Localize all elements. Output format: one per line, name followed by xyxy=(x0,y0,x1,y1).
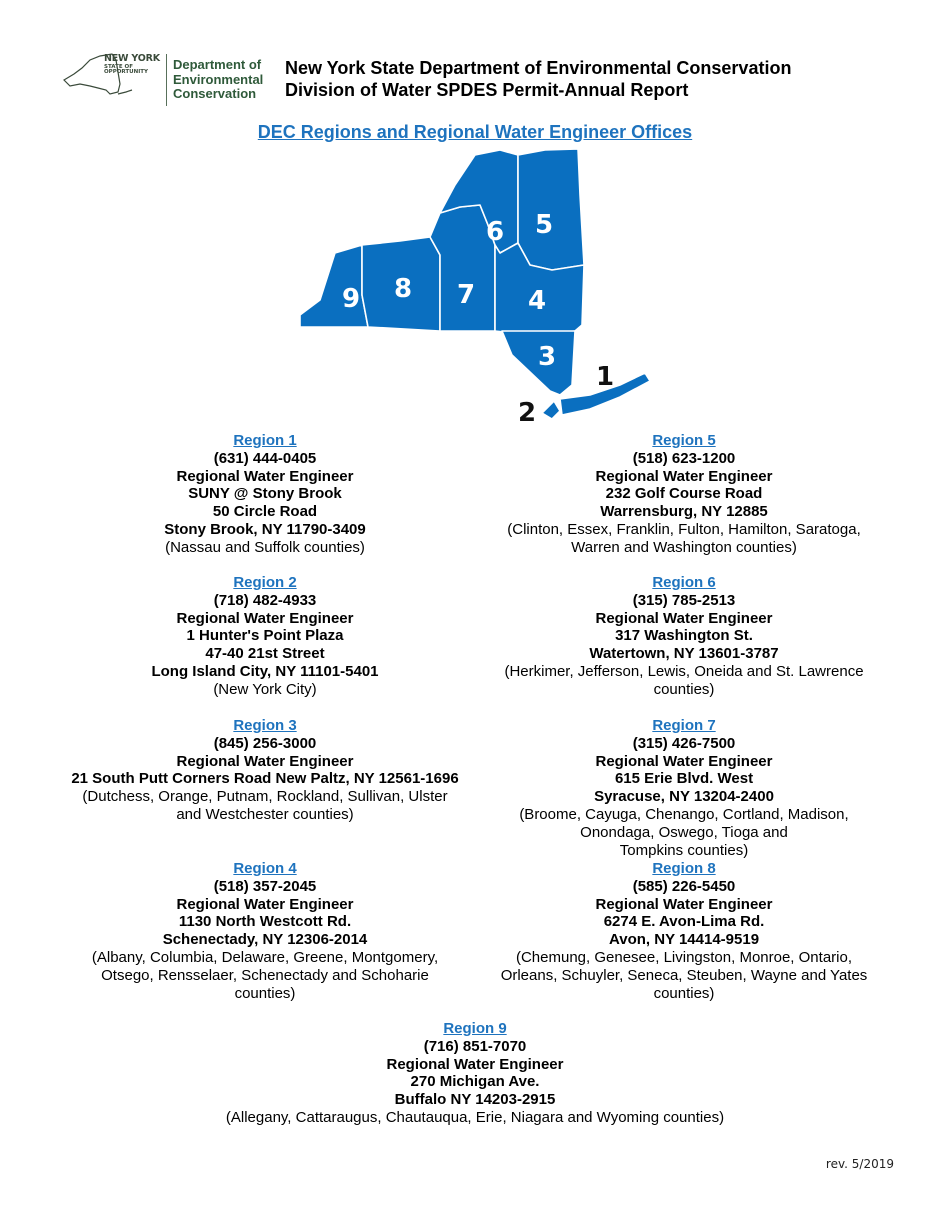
phone: (518) 357-2045 xyxy=(213,877,317,895)
counties: (Broome, Cayuga, Chenango, Cortland, Madison, xyxy=(519,805,849,823)
phone: (845) 256-3000 xyxy=(213,734,317,752)
counties: counties) xyxy=(653,680,715,698)
region-link[interactable]: Region 3 xyxy=(233,717,297,734)
engineer-title: Regional Water Engineer xyxy=(176,609,354,627)
map-region-2 xyxy=(542,401,560,419)
engineer-title: Regional Water Engineer xyxy=(386,1055,564,1073)
address-line: 1 Hunter's Point Plaza xyxy=(186,627,344,645)
address-line: Watertown, NY 13601-3787 xyxy=(589,645,779,663)
phone: (518) 623-1200 xyxy=(632,449,736,467)
region-4-block xyxy=(35,860,495,1002)
title-line-1: New York State Department of Environmental Conservation xyxy=(285,58,792,78)
address-line: Syracuse, NY 13204-2400 xyxy=(594,788,774,806)
phone: (631) 444-0405 xyxy=(213,449,317,467)
address-line: Long Island City, NY 11101-5401 xyxy=(151,662,379,680)
region-link[interactable]: Region 9 xyxy=(443,1020,507,1037)
address-line: 6274 E. Avon-Lima Rd. xyxy=(603,913,765,931)
region-link[interactable]: Region 7 xyxy=(652,717,716,734)
region-3-block xyxy=(35,717,495,824)
engineer-title: Regional Water Engineer xyxy=(176,895,354,913)
counties: (Herkimer, Jefferson, Lewis, Oneida and St. Lawrence xyxy=(504,662,864,680)
region-5-block xyxy=(470,432,898,557)
dec-logo xyxy=(60,50,270,110)
address-line: Buffalo NY 14203-2915 xyxy=(394,1091,556,1109)
counties: (Nassau and Suffolk counties) xyxy=(165,538,365,556)
phone: (315) 785-2513 xyxy=(632,591,736,609)
phone: (585) 226-5450 xyxy=(632,877,736,895)
region-6-block xyxy=(470,574,898,699)
engineer-title: Regional Water Engineer xyxy=(176,467,354,485)
address-line: 21 South Putt Corners Road New Paltz, NY 12561-1696 xyxy=(71,770,459,788)
engineer-title: Regional Water Engineer xyxy=(595,467,773,485)
counties: counties) xyxy=(234,984,296,1002)
address-line: 47-40 21st Street xyxy=(205,645,325,663)
phone: (716) 851-7070 xyxy=(423,1037,527,1055)
counties: Onondaga, Oswego, Tioga and xyxy=(580,823,788,841)
address-line: Stony Brook, NY 11790-3409 xyxy=(164,520,366,538)
counties: (New York City) xyxy=(213,680,317,698)
map-label-5: 5 xyxy=(535,210,554,240)
logo-divider xyxy=(166,54,167,106)
map-title-link[interactable]: DEC Regions and Regional Water Engineer Offices xyxy=(257,122,693,142)
map-label-9: 9 xyxy=(342,284,361,314)
region-link[interactable]: Region 1 xyxy=(233,432,297,449)
address-line: 1130 North Westcott Rd. xyxy=(178,913,352,931)
dept-wordmark: Department of Environmental Conservation xyxy=(173,57,264,101)
counties: counties) xyxy=(653,984,715,1002)
map-label-6: 6 xyxy=(486,217,505,247)
region-link[interactable]: Region 4 xyxy=(233,860,297,877)
map-label-8: 8 xyxy=(394,274,413,304)
engineer-title: Regional Water Engineer xyxy=(595,609,773,627)
map-label-4: 4 xyxy=(528,286,547,316)
phone: (718) 482-4933 xyxy=(213,591,317,609)
ny-dec-regions-map xyxy=(290,145,660,430)
address-line: SUNY @ Stony Brook xyxy=(188,485,342,503)
region-9-block xyxy=(0,1020,950,1127)
address-line: Avon, NY 14414-9519 xyxy=(608,931,760,949)
counties: (Dutchess, Orange, Putnam, Rockland, Sullivan, Ulster xyxy=(82,788,448,806)
engineer-title: Regional Water Engineer xyxy=(595,895,773,913)
ny-wordmark: NEW YORK STATE OF OPPORTUNITY xyxy=(104,53,160,75)
address-line: 270 Michigan Ave. xyxy=(410,1073,540,1091)
counties: (Chemung, Genesee, Livingston, Monroe, Ontario, xyxy=(515,948,852,966)
counties: (Allegany, Cattaraugus, Chautauqua, Erie, Niagara and Wyoming counties) xyxy=(225,1108,725,1126)
phone: (315) 426-7500 xyxy=(632,734,736,752)
map-label-1: 1 xyxy=(596,362,615,392)
engineer-title: Regional Water Engineer xyxy=(176,752,354,770)
title-line-2: Division of Water SPDES Permit-Annual Report xyxy=(285,80,689,100)
address-line: Warrensburg, NY 12885 xyxy=(600,503,768,521)
region-link[interactable]: Region 5 xyxy=(652,432,716,449)
region-8-block xyxy=(470,860,898,1002)
region-2-block xyxy=(35,574,495,699)
address-line: 615 Erie Blvd. West xyxy=(614,770,754,788)
counties: (Albany, Columbia, Delaware, Greene, Montgomery, xyxy=(91,948,439,966)
address-line: 232 Golf Course Road xyxy=(605,485,763,503)
region-1-block xyxy=(35,432,495,557)
map-label-7: 7 xyxy=(457,280,476,310)
region-link[interactable]: Region 8 xyxy=(652,860,716,877)
address-line: Schenectady, NY 12306-2014 xyxy=(162,931,368,949)
counties: Otsego, Rensselaer, Schenectady and Schoharie xyxy=(101,966,429,984)
map-label-2: 2 xyxy=(518,398,537,428)
counties: Warren and Washington counties) xyxy=(571,538,797,556)
region-7-block xyxy=(470,717,898,859)
address-line: 317 Washington St. xyxy=(615,627,753,645)
address-line: 50 Circle Road xyxy=(212,503,318,521)
page-title xyxy=(285,57,791,101)
region-link[interactable]: Region 6 xyxy=(652,574,716,591)
revision-date: rev. 5/2019 xyxy=(825,1157,894,1171)
counties: (Clinton, Essex, Franklin, Fulton, Hamilton, Saratoga, xyxy=(507,520,861,538)
map-label-3: 3 xyxy=(538,342,557,372)
counties: Orleans, Schuyler, Seneca, Steuben, Wayne and Yates xyxy=(500,966,868,984)
region-link[interactable]: Region 2 xyxy=(233,574,297,591)
engineer-title: Regional Water Engineer xyxy=(595,752,773,770)
counties: Tompkins counties) xyxy=(619,841,749,859)
counties: and Westchester counties) xyxy=(176,805,354,823)
